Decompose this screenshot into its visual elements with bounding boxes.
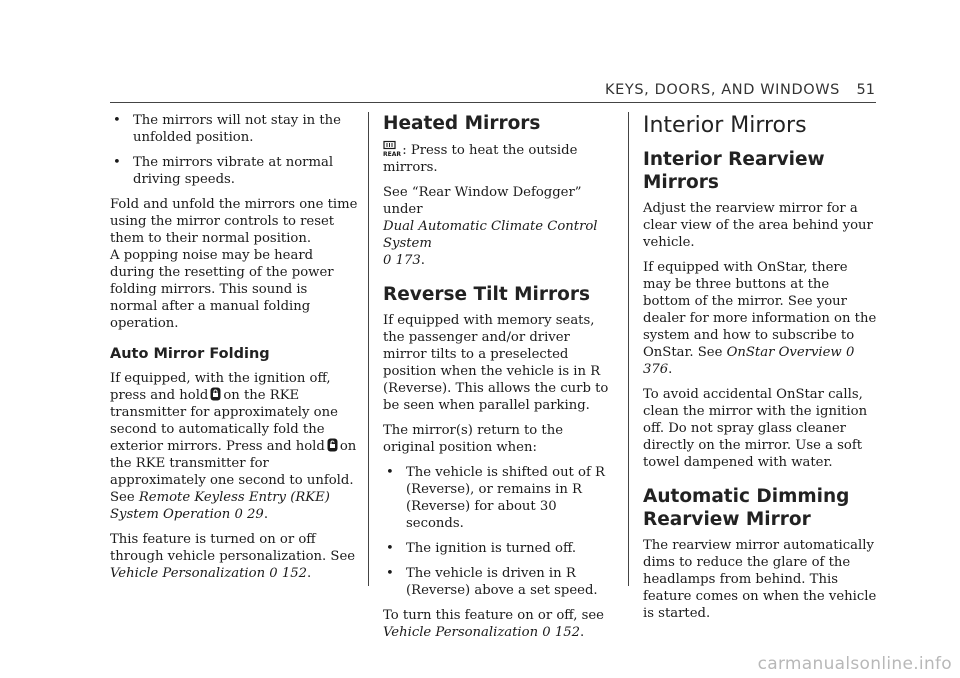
reverse-tilt-heading: Reverse Tilt Mirrors	[383, 284, 590, 305]
bullet-text: The mirrors vibrate at normal driving speeds.	[133, 155, 334, 187]
climate-control-reference-link[interactable]: Dual Automatic Climate Control System	[383, 219, 598, 251]
list-item	[383, 540, 615, 557]
onstar-page-ref[interactable]: 0 376	[643, 345, 855, 377]
reset-paragraph: Fold and unfold the mirrors one time using the mirror controls to reset them to their normal position.	[110, 197, 358, 246]
page-header	[0, 82, 960, 104]
bullet-marker: •	[113, 113, 121, 128]
column-2	[383, 112, 615, 649]
rke-page-ref[interactable]: 0 29	[234, 507, 264, 522]
lock-fob-icon	[210, 387, 221, 401]
watermark: carmanualsonline.info	[757, 654, 952, 674]
personalization-reference-link[interactable]: Vehicle Personalization	[110, 566, 266, 581]
auto-dimming-paragraph: The rearview mirror automatically dims to reduce the glare of the headlamps from behind. This feature comes on when the vehicle is started.	[643, 538, 877, 621]
interior-mirrors-heading: Interior Mirrors	[643, 113, 807, 138]
bullet-text: The ignition is turned off.	[406, 541, 577, 556]
heated-mirrors-paragraph: REAR : Press to heat the outside mirrors.	[383, 143, 578, 175]
personalization-page-ref[interactable]: 0 152	[542, 625, 581, 640]
bullet-marker: •	[386, 465, 394, 480]
bullet-marker: •	[113, 155, 121, 170]
auto-mirror-folding-heading: Auto Mirror Folding	[110, 346, 270, 362]
bullet-text: The mirrors will not stay in the unfolded position.	[133, 113, 341, 145]
unlock-fob-icon	[327, 438, 338, 452]
adjust-paragraph: Adjust the rearview mirror for a clear view of the area behind your vehicle.	[643, 201, 873, 250]
popping-noise-paragraph: A popping noise may be heard during the resetting of the power folding mirrors. This sound is normal after a manual folding operation.	[110, 248, 334, 331]
heated-mirrors-heading: Heated Mirrors	[383, 113, 541, 134]
bullet-text: The vehicle is driven in R (Reverse) above a set speed.	[406, 566, 598, 598]
column-divider-1	[368, 112, 369, 586]
list-item	[383, 464, 615, 532]
svg-text:REAR: REAR	[383, 151, 401, 158]
list-item	[110, 112, 358, 146]
column-divider-2	[628, 112, 629, 586]
personalization-page-ref[interactable]: 0 152	[269, 566, 308, 581]
page-number: 51	[856, 82, 875, 98]
onstar-paragraph: If equipped with OnStar, there may be three buttons at the bottom of the mirror. See your dealer for more information on the system and how to subscribe to OnStar. See OnStar Overview 0 376.	[643, 260, 877, 377]
turn-feature-paragraph: To turn this feature on or off, see Vehicle Personalization 0 152.	[383, 608, 604, 640]
interior-rearview-heading: Interior Rearview Mirrors	[643, 149, 825, 193]
rear-defog-icon	[383, 141, 401, 158]
column-3	[643, 112, 878, 630]
reverse-tilt-paragraph: If equipped with memory seats, the passenger and/or driver mirror tilts to a preselected position when the vehicle is in R (Reverse). This allows the curb to be seen when parallel parking.	[383, 313, 609, 413]
auto-folding-paragraph: If equipped, with the ignition off, press and hold on the RKE transmitter for approximately one second to automatically fold the exterior mirrors. Press and hold on the RKE transmitter for approximately one second to unfold. See Remote Keyless Entry (RKE) System Operation 0 29.	[110, 371, 357, 522]
list-item	[110, 154, 358, 188]
feature-paragraph: This feature is turned on or off through vehicle personalization. See Vehicle Personalization 0 152.	[110, 532, 356, 581]
personalization-reference-link[interactable]: Vehicle Personalization	[383, 625, 539, 640]
rke-reference-link[interactable]: Remote Keyless Entry (RKE) System Operation	[110, 490, 330, 522]
return-paragraph: The mirror(s) return to the original position when:	[383, 423, 564, 455]
climate-control-page-ref[interactable]: 0 173	[383, 253, 421, 268]
avoid-calls-paragraph: To avoid accidental OnStar calls, clean the mirror with the ignition off. Do not spray glass cleaner directly on the mirror. Use a soft towel dampened with water.	[643, 387, 868, 470]
see-defogger-paragraph: See “Rear Window Defogger” under Dual Automatic Climate Control System 0 173.	[383, 185, 598, 268]
list-item	[383, 565, 615, 599]
bullet-marker: •	[386, 566, 394, 581]
header-rule	[110, 102, 876, 103]
bullet-marker: •	[386, 541, 394, 556]
onstar-reference-link[interactable]: OnStar Overview	[726, 345, 842, 360]
column-1	[110, 112, 358, 590]
bullet-text: The vehicle is shifted out of R (Reverse), or remains in R (Reverse) for about 30 seconds.	[406, 465, 605, 531]
auto-dimming-heading: Automatic Dimming Rearview Mirror	[643, 486, 850, 530]
running-header-title: KEYS, DOORS, AND WINDOWS	[605, 82, 840, 98]
